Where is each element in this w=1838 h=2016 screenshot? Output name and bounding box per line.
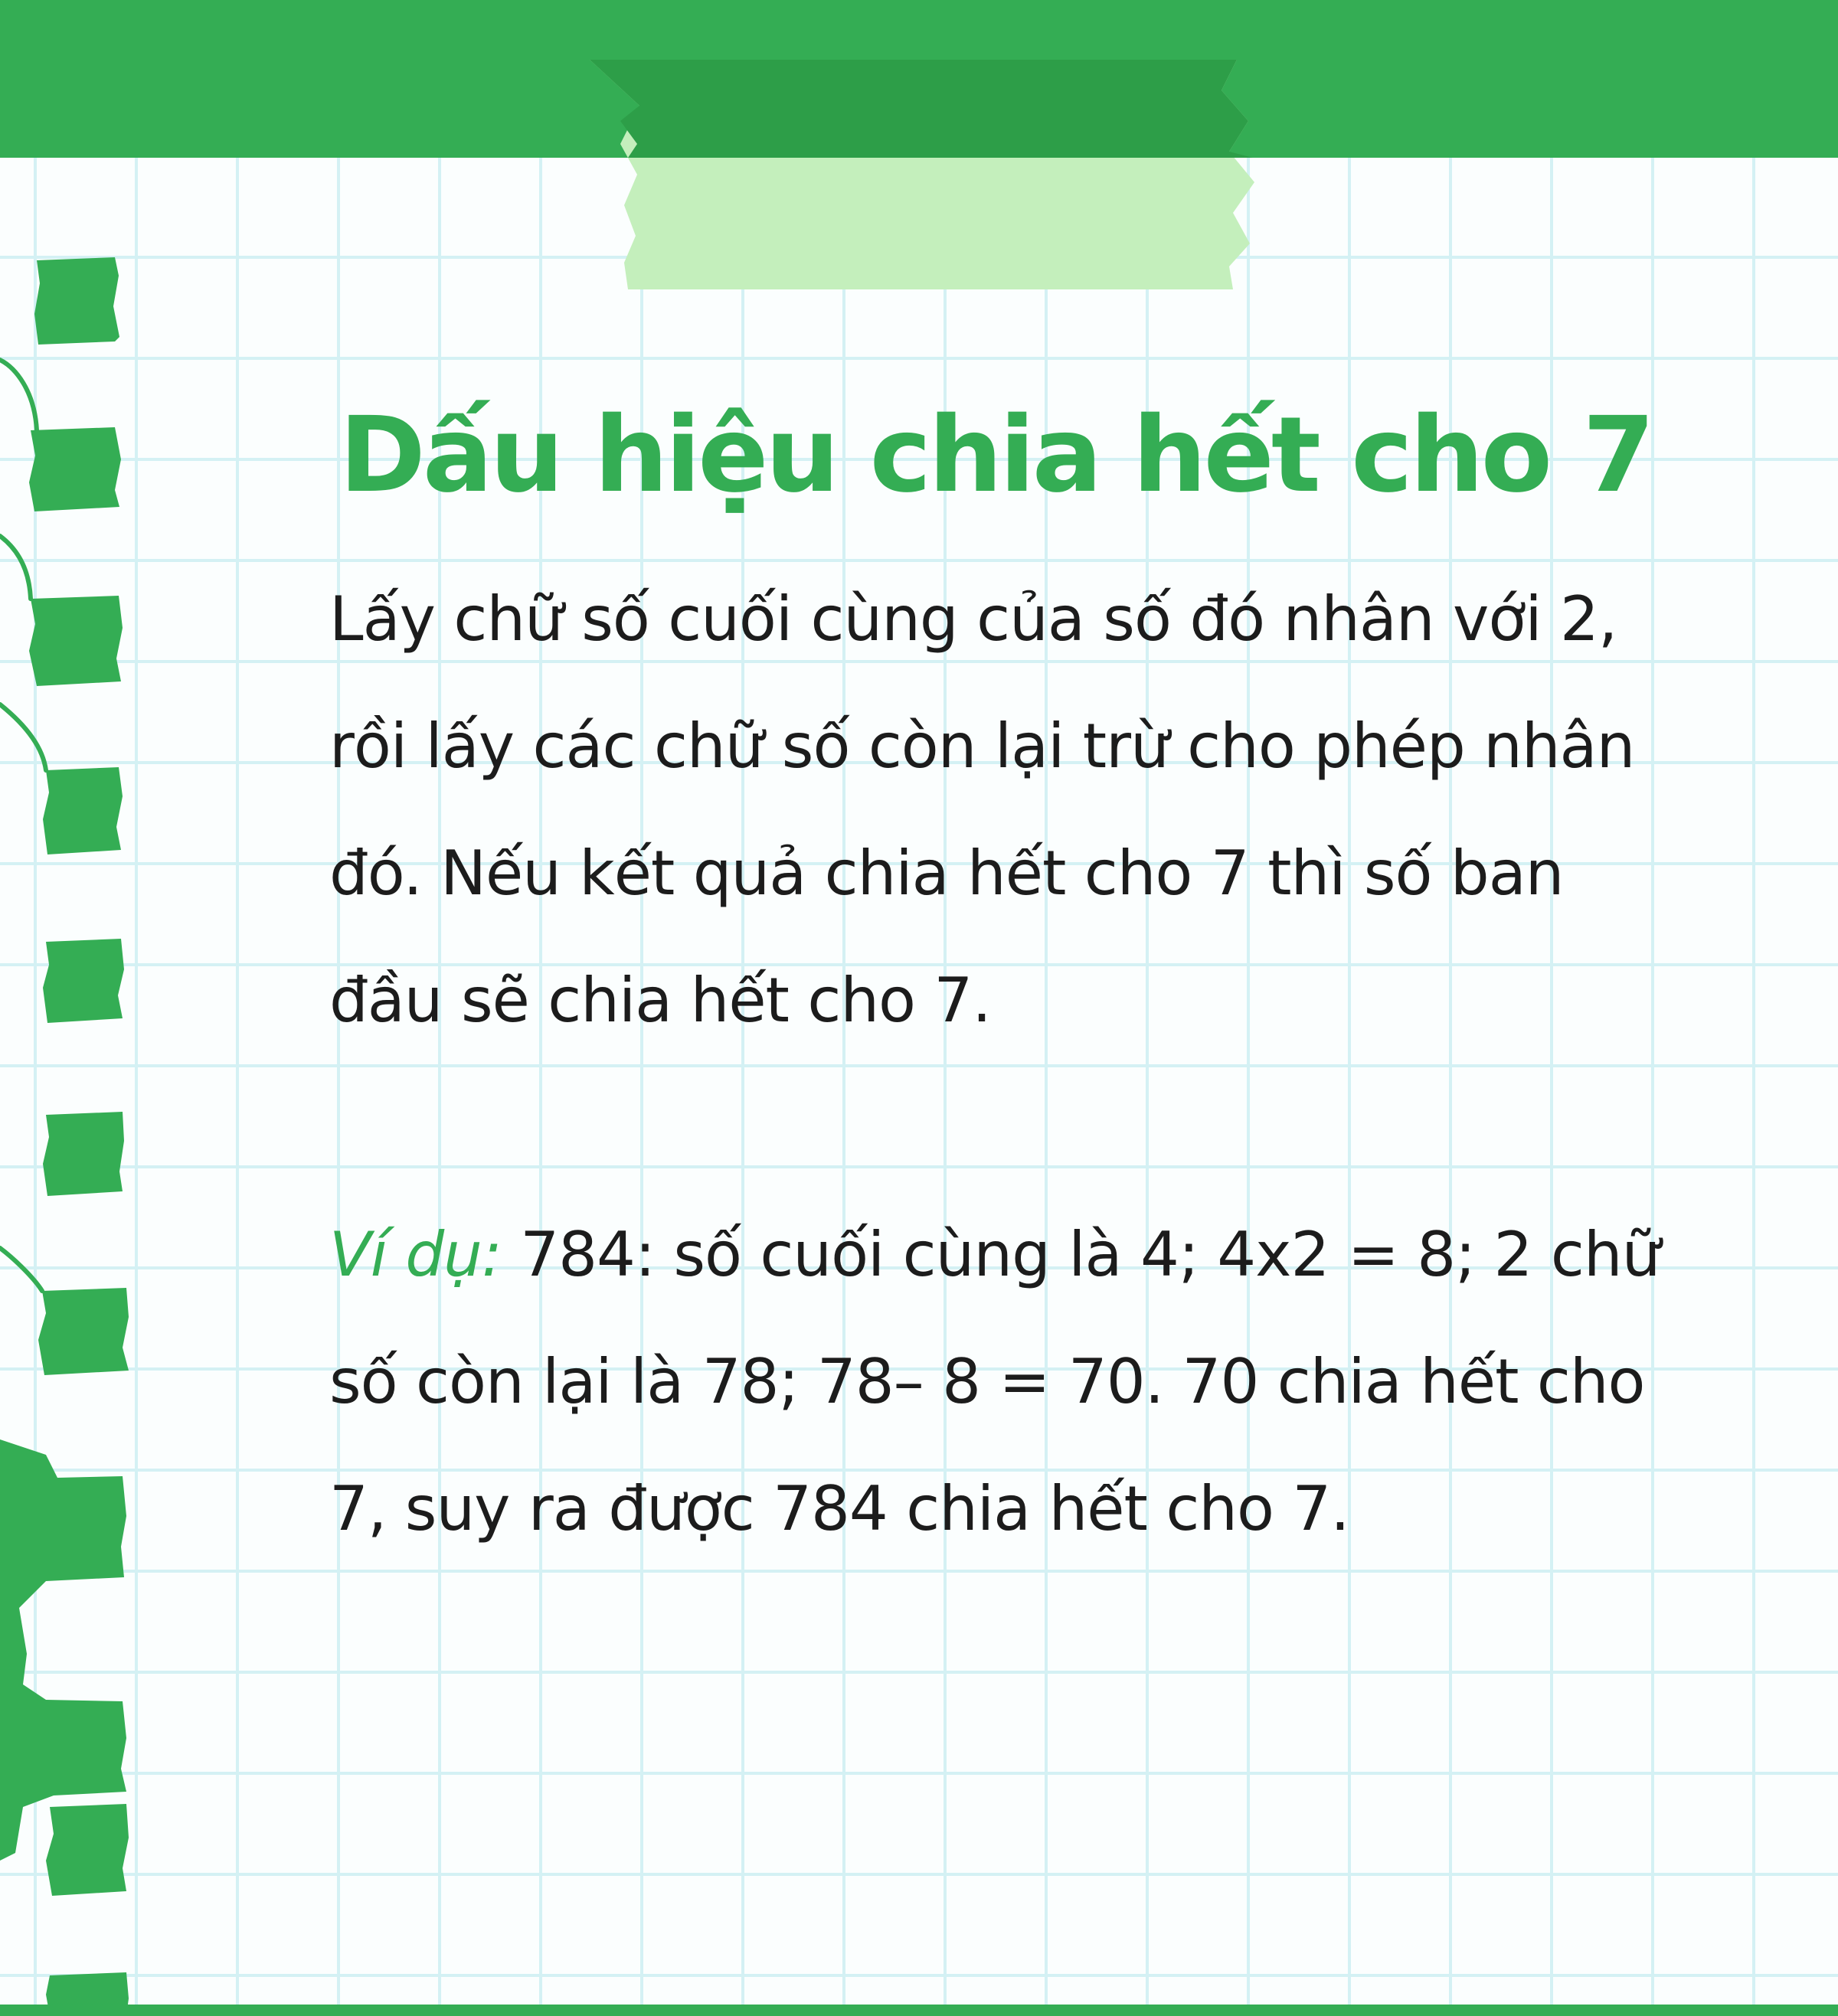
content-area <box>329 383 1662 1573</box>
example-label: Ví dụ: <box>329 1219 502 1290</box>
spiral-binding <box>0 230 153 2016</box>
example-text: 784: số cuối cùng là 4; 4x2 = 8; 2 chữ số còn lại là 78; 78– 8 = 70. 70 chia hết cho 7, suy ra được 784 chia hết cho 7. <box>329 1219 1660 1544</box>
washi-tape <box>582 60 1256 289</box>
rule-paragraph: Lấy chữ số cuối cùng của số đó nhân với 2, rồi lấy các chữ số còn lại trừ cho phép nhân đó. Nếu kết quả chia hết cho 7 thì số ban đầu sẽ chia hết cho 7. <box>329 583 1635 1036</box>
page-title: Dấu hiệu chia hết cho 7 <box>338 395 1653 516</box>
example-paragraph <box>329 1191 1662 1573</box>
bottom-border <box>0 2005 1838 2016</box>
